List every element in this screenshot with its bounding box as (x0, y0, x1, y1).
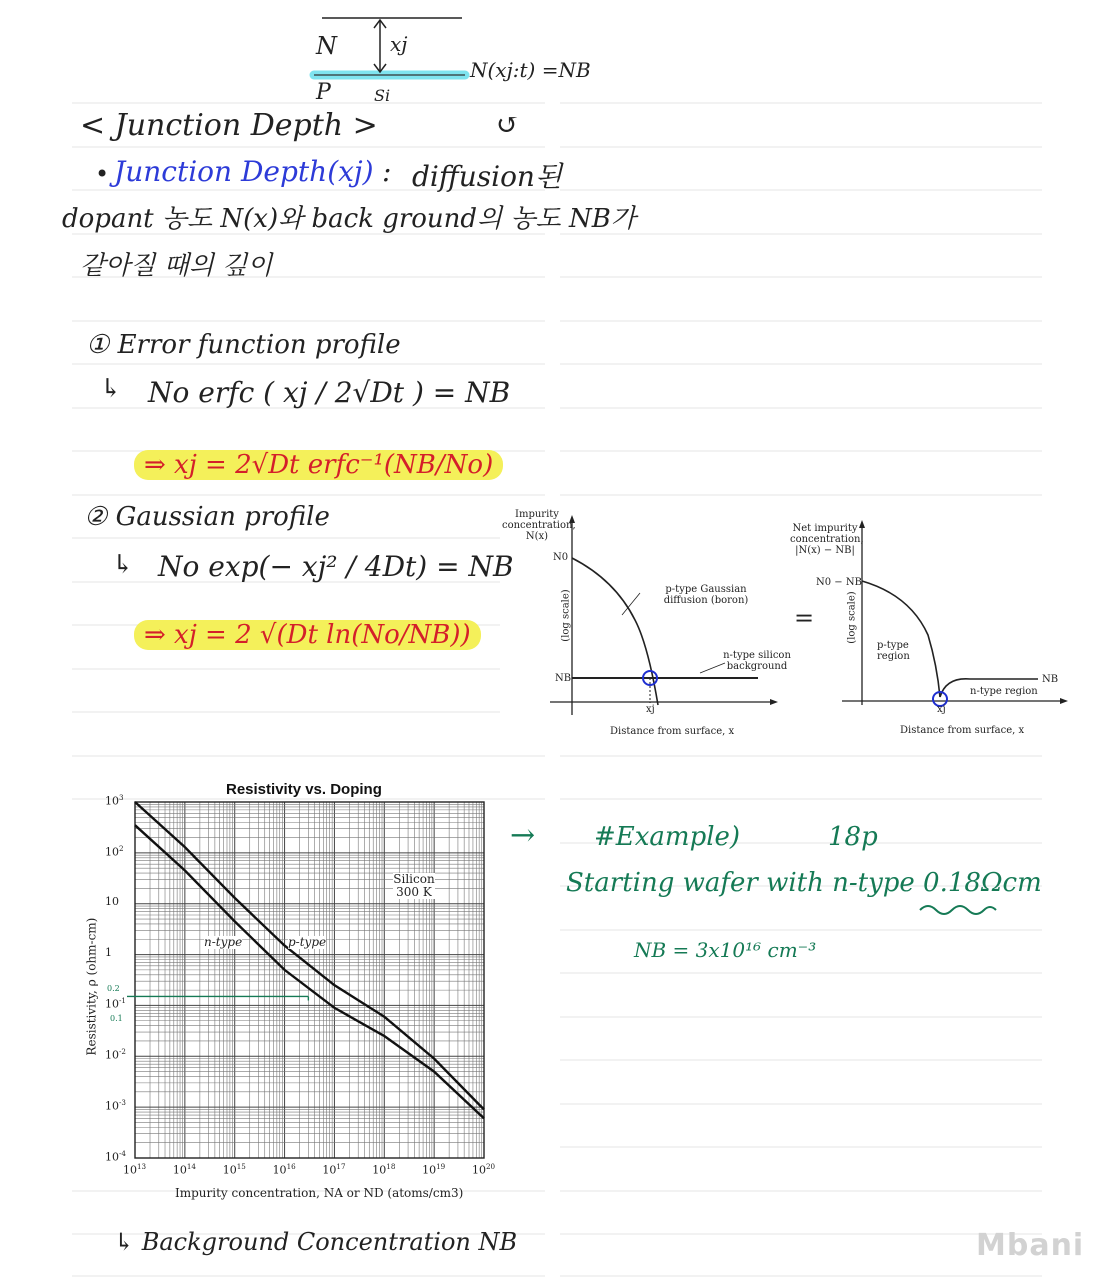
right-fig-nb: NB (1042, 674, 1059, 685)
x-tick-label: $10^{20}$ (472, 1162, 496, 1177)
right-fig-xj: xj (937, 704, 946, 715)
x-tick-label: $10^{15}$ (222, 1162, 246, 1177)
y-tick-label: $10^{-2}$ (105, 1047, 126, 1062)
method1-equation: No erfc ( xj / 2√Dt ) = NB (148, 376, 511, 409)
right-fig-ylabel: Net impurity concentration, |N(x) − NB| (790, 523, 864, 556)
left-fig-xj: xj (646, 704, 655, 715)
definition-line2: dopant 농도 N(x)와 back ground의 농도 NB가 (62, 204, 636, 234)
section-title: < Junction Depth > (80, 108, 378, 143)
left-fig-background-label: n-type silicon background (723, 650, 791, 672)
junction-condition: N(xj:t) =NB (470, 58, 591, 82)
x-tick-label: $10^{13}$ (123, 1162, 147, 1177)
left-fig-n0: N0 (553, 552, 569, 563)
left-fig-curve-label: p-type Gaussian diffusion (boron) (663, 584, 749, 606)
left-fig-yscale: (log scale) (560, 589, 572, 642)
example-count: 18p (828, 822, 878, 852)
right-fig-xlabel: Distance from surface, x (900, 725, 1025, 736)
y-tick-label: $10^{-1}$ (105, 996, 126, 1012)
x-tick-label: $10^{18}$ (372, 1162, 396, 1177)
method1-arrow: ↳ (100, 374, 122, 404)
chart-ylabel: Resistivity, ρ (ohm-cm) (84, 917, 99, 1056)
x-tick-label: $10^{19}$ (422, 1162, 446, 1177)
definition-colon: : (382, 155, 392, 188)
y-tick-label: 1 (105, 945, 112, 959)
right-fig-yscale: (log scale) (846, 591, 858, 644)
hand-mark-lower: 0.1 (110, 1014, 123, 1023)
definition-term: Junction Depth(xj) (114, 155, 374, 188)
bullet-icon: • (95, 160, 110, 188)
y-tick-label: 10 (105, 894, 119, 908)
xj-label: xj (390, 32, 408, 56)
mbani-logo: Mbani (976, 1228, 1085, 1263)
x-tick-label: $10^{14}$ (172, 1162, 196, 1177)
p-region-label: P (316, 80, 331, 105)
underline-squiggle (918, 900, 998, 920)
example-title: #Example) (594, 822, 741, 852)
y-tick-label: $10^{-4}$ (105, 1149, 126, 1164)
chart-xlabel: Impurity concentration, NA or ND (atoms/cm3) (175, 1186, 464, 1200)
example-arrow: → (510, 818, 536, 853)
method2-result: ⇒ xj = 2 √(Dt ln(No/NB)) (134, 620, 481, 650)
definition-line1: diffusion된 (412, 160, 563, 193)
curl-arrow-icon: ↺ (496, 108, 520, 141)
example-line1: Starting wafer with n-type 0.18Ωcm (566, 868, 1042, 898)
n-region-label: N (316, 32, 337, 60)
left-fig-nb: NB (555, 673, 572, 684)
hand-mark-upper: 0.2 (107, 984, 120, 993)
y-tick-label: $10^2$ (105, 843, 124, 859)
definition-line3: 같아질 때의 깊이 (80, 251, 273, 281)
x-tick-label: $10^{17}$ (322, 1162, 346, 1177)
n-type-series-label: n-type (204, 935, 243, 949)
method1-title: ① Error function profile (86, 330, 401, 360)
right-fig-p-region: p-type region (877, 640, 910, 662)
example-nb: NB = 3x10¹⁶ cm⁻³ (634, 938, 817, 962)
p-type-series-label: p-type (288, 935, 327, 949)
method2-arrow: ↳ (112, 550, 134, 580)
method2-title: ② Gaussian profile (84, 502, 330, 532)
right-fig-top: N0 − NB (816, 577, 862, 588)
left-fig-xlabel: Distance from surface, x (610, 726, 735, 737)
bottom-note: ↳ Background Concentration NB (114, 1228, 518, 1256)
method1-result: ⇒ xj = 2√Dt erfc⁻¹(NB/No) (134, 450, 503, 480)
x-tick-label: $10^{16}$ (272, 1162, 296, 1177)
y-tick-label: $10^{-3}$ (105, 1098, 126, 1113)
left-fig-ylabel: Impurity concentration, N(x) (502, 509, 576, 542)
chart-annotation: Silicon 300 K (393, 872, 435, 900)
method2-equation: No exp(− xj² / 4Dt) = NB (158, 550, 514, 583)
figure-equals: = (794, 604, 815, 632)
si-label: Si (374, 86, 391, 105)
right-fig-n-region: n-type region (970, 686, 1038, 697)
y-tick-label: $10^3$ (105, 793, 124, 808)
chart-title: Resistivity vs. Doping (226, 781, 382, 798)
